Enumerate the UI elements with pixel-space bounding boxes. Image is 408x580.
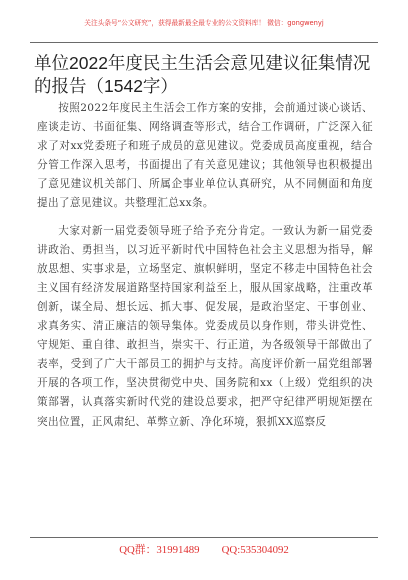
paragraph-intro: 按照2022年度民主生活会工作方案的安排，会前通过谈心谈话、座谈走访、书面征集、网络调查等形式，结合工作调研，广泛深入征求了对xx党委班子和班子成员的意见建议。党委成员高度重视，结合分管工作深入思考，书面提出了有关意见建议；其他领导也积极提出了意见建议机关部门、所属企事业单位认真研究，从不同侧面和角度提出了意见建议。共整理汇总xx条。 <box>37 102 373 210</box>
document-body <box>37 99 373 432</box>
paragraph-assessment: 大家对新一届党委领导班子给予充分肯定。一致认为新一届党委讲政治、勇担当，以习近平新时代中国特色社会主义思想为指导，解放思想、实事求是，立场坚定、旗帜鲜明，坚定不移走中国特色社会主义国有经济发展道路坚持国家利益至上，服从国家战略，注重改革创新，谋全局、想长远、抓大事、促发展，是政治坚定、干事创业、求真务实、清正廉洁的领导集体。党委成员以身作则，带头讲党性、守规矩、重自律、敢担当，崇实干、行正道，为各级领导干部做出了表率，受到了广大干部员工的拥护与支持。高度评价新一届党组部署开展的各项工作，坚决贯彻党中央、国务院和xx（上级）党组织的决策部署，认真落实新时代党的建设总要求，把严守纪律严明规矩摆在突出位置，正风肃纪、革弊立新、净化环境，狠抓XX巡察反 <box>37 224 373 428</box>
page-header <box>30 6 378 43</box>
footer-contact <box>30 542 378 557</box>
document-title: 单位2022年度民主生活会意见建议征集情况的报告（1542字） <box>34 53 371 96</box>
page-footer <box>30 537 378 564</box>
footer-qq-group: QQ群：31991489 <box>119 544 200 556</box>
header-promo-text: 关注头条号“公文研究”，获得最新最全最专业的公文资料库！ 微信：gongwenyj <box>84 19 324 27</box>
footer-qq: QQ:535304092 <box>221 544 289 556</box>
